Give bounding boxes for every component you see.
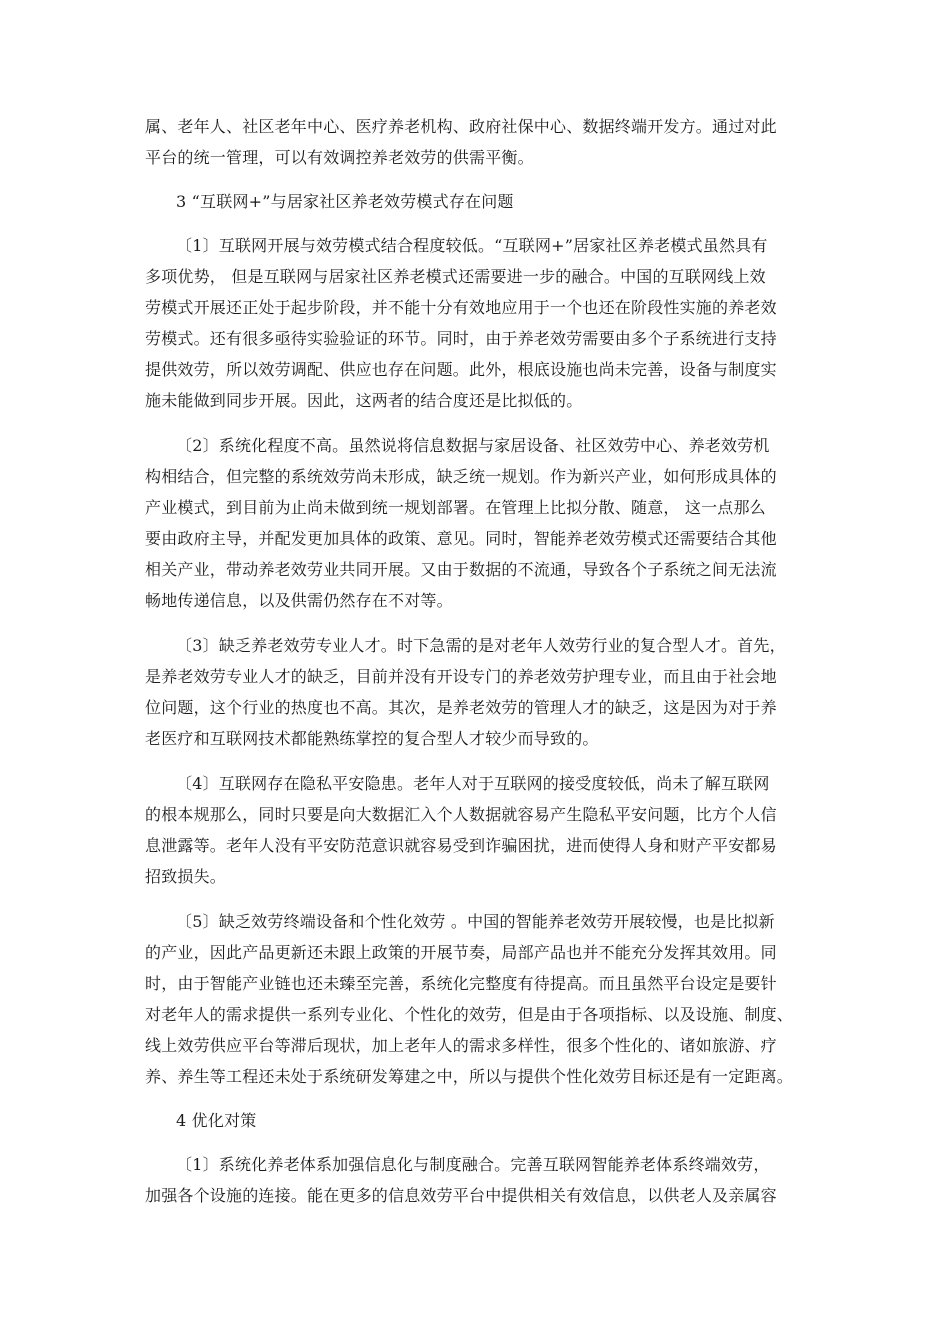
text-line: 位问题，这个行业的热度也不高。其次，是养老效劳的管理人才的缺乏，这是因为对于养 [145, 698, 777, 717]
text-line: 畅地传递信息，以及供需仍然存在不对等。 [145, 591, 453, 610]
text-line: 平台的统一管理，可以有效调控养老效劳的供需平衡。 [145, 148, 534, 167]
text-line: 的根本规那么，同时只要是向大数据汇入个人数据就容易产生隐私平安问题，比方个人信 [145, 805, 777, 824]
paragraph-3-line: 〔3〕缺乏养老效劳专业人才。时下急需的是对老年人效劳行业的复合型人才。首先， [176, 636, 786, 655]
text-line: 相关产业，带动养老效劳业共同开展。又由于数据的不流通，导致各个子系统之间无法流 [145, 560, 777, 579]
text-line: 对老年人的需求提供一系列专业化、个性化的效劳，但是由于各项指标、以及设施、制度、 [145, 1005, 794, 1024]
text-line: 劳模式开展还正处于起步阶段，并不能十分有效地应用于一个也还在阶段性实施的养老效 [145, 298, 777, 317]
paragraph-2-line: 〔2〕系统化程度不高。虽然说将信息数据与家居设备、社区效劳中心、养老效劳机 [176, 436, 770, 455]
text-line: 多项优势， 但是互联网与居家社区养老模式还需要进一步的融合。中国的互联网线上效 [145, 267, 766, 286]
paragraph-4-line: 〔4〕互联网存在隐私平安隐患。老年人对于互联网的接受度较低，尚未了解互联网 [176, 774, 770, 793]
text-line: 息泄露等。老年人没有平安防范意识就容易受到诈骗困扰，进而使得人身和财产平安都易 [145, 836, 777, 855]
text-line: 老医疗和互联网技术都能熟练掌控的复合型人才较少而导致的。 [145, 729, 599, 748]
text-line: 时，由于智能产业链也还未臻至完善，系统化完整度有待提高。而且虽然平台设定是要针 [145, 974, 777, 993]
text-line: 养、养生等工程还未处于系统研发筹建之中，所以与提供个性化效劳目标还是有一定距离。 [145, 1067, 794, 1086]
text-line: 要由政府主导，并配发更加具体的政策、意见。同时，智能养老效劳模式还需要结合其他 [145, 529, 777, 548]
paragraph-6-line: 〔1〕系统化养老体系加强信息化与制度融合。完善互联网智能养老体系终端效劳， [176, 1155, 770, 1174]
text-line: 提供效劳，所以效劳调配、供应也存在问题。此外，根底设施也尚未完善，设备与制度实 [145, 360, 777, 379]
text-line: 的产业，因此产品更新还未跟上政策的开展节奏，局部产品也并不能充分发挥其效用。同 [145, 943, 777, 962]
text-line: 线上效劳供应平台等滞后现状，加上老年人的需求多样性，很多个性化的、诸如旅游、疗 [145, 1036, 777, 1055]
text-line: 属、老年人、社区老年中心、医疗养老机构、政府社保中心、数据终端开发方。通过对此 [145, 117, 777, 136]
section-heading-4: 4 优化对策 [176, 1111, 257, 1130]
text-line: 加强各个设施的连接。能在更多的信息效劳平台中提供相关有效信息，以供老人及亲属容 [145, 1186, 777, 1205]
text-line: 招致损失。 [145, 867, 227, 886]
text-line: 产业模式，到目前为止尚未做到统一规划部署。在管理上比拟分散、随意， 这一点那么 [145, 498, 766, 517]
paragraph-1-line: 〔1〕互联网开展与效劳模式结合程度较低。“互联网+”居家社区养老模式虽然具有 [176, 236, 768, 255]
text-line: 施未能做到同步开展。因此，这两者的结合度还是比拟低的。 [145, 391, 583, 410]
text-line: 构相结合，但完整的系统效劳尚未形成，缺乏统一规划。作为新兴产业，如何形成具体的 [145, 467, 777, 486]
text-line: 是养老效劳专业人才的缺乏，目前并没有开设专门的养老效劳护理专业，而且由于社会地 [145, 667, 777, 686]
section-heading-3: 3 “互联网+”与居家社区养老效劳模式存在问题 [176, 192, 514, 211]
paragraph-5-line: 〔5〕缺乏效劳终端设备和个性化效劳 。中国的智能养老效劳开展较慢，也是比拟新 [176, 912, 775, 931]
text-line: 劳模式。还有很多亟待实验验证的环节。同时，由于养老效劳需要由多个子系统进行支持 [145, 329, 777, 348]
